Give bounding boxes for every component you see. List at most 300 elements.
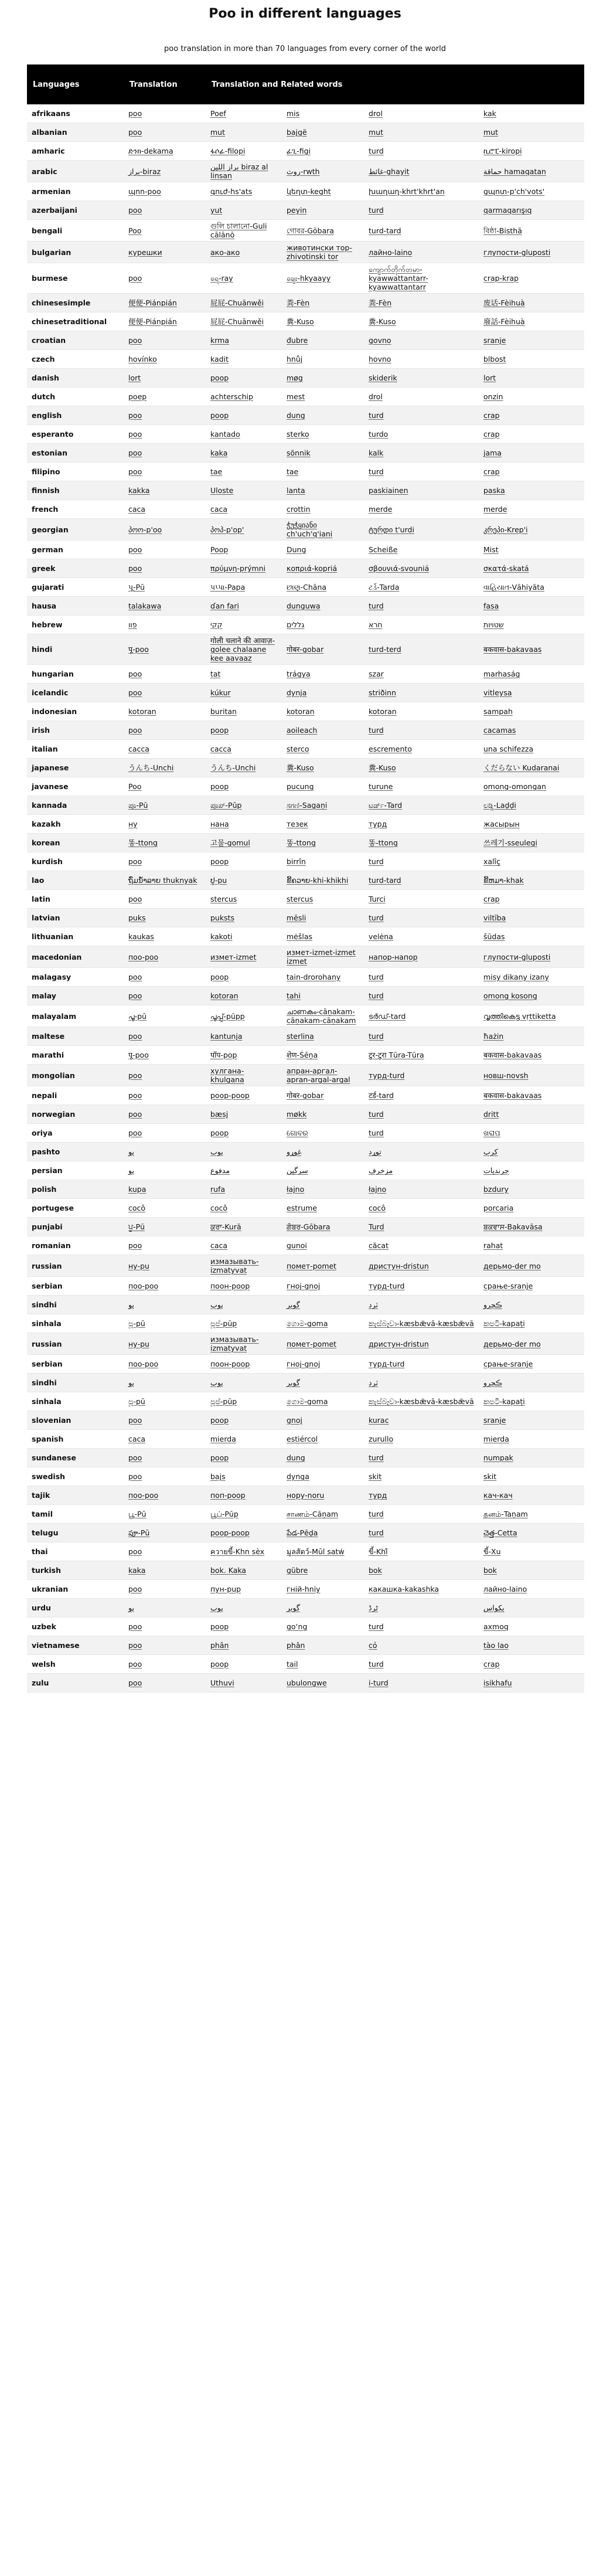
related-word-4[interactable]: crap-krap: [479, 263, 584, 294]
translation[interactable]: kaka: [124, 1561, 206, 1580]
related-word-3[interactable]: ကျောက်တိုက်တမာ-kyawwattantarr-kyawwattantarr: [364, 263, 479, 294]
translation[interactable]: 똥-ttong: [124, 834, 206, 852]
related-word-4[interactable]: વાહિયાત-Vāhiyāta: [479, 578, 584, 597]
related-word-2[interactable]: birrîn: [282, 852, 364, 871]
related-word-3[interactable]: турд-turd: [364, 1277, 479, 1296]
translation[interactable]: poo: [124, 425, 206, 444]
related-word-3[interactable]: szar: [364, 665, 479, 684]
related-word-1[interactable]: измазывать-izmatyvat: [206, 1333, 282, 1355]
related-word-4[interactable]: කපටි-kapaṭi: [479, 1392, 584, 1411]
related-word-2[interactable]: ချေး-hkyaayy: [282, 263, 364, 294]
related-word-4[interactable]: bzdury: [479, 1180, 584, 1199]
translation[interactable]: talakawa: [124, 597, 206, 616]
related-word-2[interactable]: غوړو: [282, 1143, 364, 1161]
related-word-4[interactable]: שטויות: [479, 616, 584, 634]
translation[interactable]: поо-poo: [124, 946, 206, 968]
related-word-1[interactable]: پوپ: [206, 1599, 282, 1617]
related-word-3[interactable]: skiderik: [364, 369, 479, 388]
related-word-2[interactable]: crottin: [282, 500, 364, 519]
translation[interactable]: poo: [124, 1636, 206, 1655]
related-word-1[interactable]: rufa: [206, 1180, 282, 1199]
related-word-2[interactable]: ፊጊ-figi: [282, 142, 364, 161]
related-word-1[interactable]: ፋሶፊ-filopi: [206, 142, 282, 161]
related-word-2[interactable]: kotoran: [282, 702, 364, 721]
related-word-3[interactable]: חרא: [364, 616, 479, 634]
related-word-1[interactable]: קקי: [206, 616, 282, 634]
related-word-2[interactable]: ಸಗಣಿ-Sagaṇi: [282, 796, 364, 815]
related-word-4[interactable]: marhaság: [479, 665, 584, 684]
related-word-1[interactable]: පූප්-pūp: [206, 1314, 282, 1333]
related-word-4[interactable]: sampah: [479, 702, 584, 721]
related-word-4[interactable]: sranje: [479, 331, 584, 350]
translation[interactable]: פוו: [124, 616, 206, 634]
related-word-3[interactable]: කැස්බෑවා-kæsbǣvā-kæsbǣvā: [364, 1392, 479, 1411]
related-word-4[interactable]: बकवास-bakavaas: [479, 1086, 584, 1105]
related-word-3[interactable]: турд: [364, 1486, 479, 1505]
related-word-4[interactable]: کرپ: [479, 1143, 584, 1161]
related-word-2[interactable]: апран-аргал-apran-argal-argal: [282, 1065, 364, 1086]
related-word-3[interactable]: turd: [364, 909, 479, 927]
related-word-3[interactable]: ٽرڊ: [364, 1296, 479, 1314]
translation[interactable]: పూ-Pū: [124, 1524, 206, 1542]
related-word-4[interactable]: ኪሮፒ-kiropi: [479, 142, 584, 161]
related-word-3[interactable]: turd: [364, 463, 479, 481]
translation[interactable]: Poo: [124, 777, 206, 796]
related-word-2[interactable]: trágya: [282, 665, 364, 684]
related-word-1[interactable]: mierda: [206, 1430, 282, 1449]
related-word-1[interactable]: измазывать-izmatyvat: [206, 1255, 282, 1277]
translation[interactable]: پو: [124, 1161, 206, 1180]
related-word-2[interactable]: կեղտ-keght: [282, 182, 364, 201]
related-word-2[interactable]: тезек: [282, 815, 364, 834]
related-word-3[interactable]: turd: [364, 968, 479, 987]
related-word-2[interactable]: estiércol: [282, 1430, 364, 1449]
translation[interactable]: ну-pu: [124, 1333, 206, 1355]
related-word-2[interactable]: гној-gnoj: [282, 1355, 364, 1374]
related-word-3[interactable]: Scheiße: [364, 541, 479, 559]
related-word-4[interactable]: срање-sranje: [479, 1277, 584, 1296]
related-word-2[interactable]: มูลสัตว์-Mūl satw̒: [282, 1542, 364, 1561]
related-word-2[interactable]: tae: [282, 463, 364, 481]
translation[interactable]: poo: [124, 541, 206, 559]
related-word-3[interactable]: paskiainen: [364, 481, 479, 500]
related-word-2[interactable]: mest: [282, 388, 364, 406]
related-word-1[interactable]: poop: [206, 1655, 282, 1674]
translation[interactable]: kakka: [124, 481, 206, 500]
related-word-1[interactable]: 屁屁-Chuānwěi: [206, 294, 282, 312]
related-word-2[interactable]: tain-drorohany: [282, 968, 364, 987]
related-word-2[interactable]: mēsli: [282, 909, 364, 927]
related-word-2[interactable]: peyin: [282, 201, 364, 220]
translation[interactable]: பூ-Pū: [124, 1505, 206, 1524]
related-word-1[interactable]: caca: [206, 1236, 282, 1255]
related-word-3[interactable]: kotoran: [364, 702, 479, 721]
related-word-1[interactable]: нана: [206, 815, 282, 834]
translation[interactable]: poo: [124, 1655, 206, 1674]
related-word-4[interactable]: лайно-laino: [479, 1580, 584, 1599]
related-word-2[interactable]: гној-gnoj: [282, 1277, 364, 1296]
related-word-2[interactable]: tahi: [282, 987, 364, 1005]
translation[interactable]: poo: [124, 1027, 206, 1046]
related-word-4[interactable]: σκατά-skatá: [479, 559, 584, 578]
related-word-3[interactable]: 糞-Kuso: [364, 759, 479, 777]
related-word-4[interactable]: jama: [479, 444, 584, 463]
related-word-2[interactable]: pucung: [282, 777, 364, 796]
related-word-4[interactable]: Mist: [479, 541, 584, 559]
translation[interactable]: poo: [124, 1449, 206, 1467]
related-word-4[interactable]: lort: [479, 369, 584, 388]
related-word-3[interactable]: turd-tard: [364, 220, 479, 242]
related-word-3[interactable]: căcat: [364, 1236, 479, 1255]
related-word-1[interactable]: գուժ-hs'ats: [206, 182, 282, 201]
related-word-3[interactable]: лайно-laino: [364, 242, 479, 263]
related-word-4[interactable]: xalîç: [479, 852, 584, 871]
translation[interactable]: poo: [124, 1236, 206, 1255]
related-word-2[interactable]: đubre: [282, 331, 364, 350]
translation[interactable]: poo: [124, 1467, 206, 1486]
related-word-3[interactable]: 粪-Fèn: [364, 294, 479, 312]
related-word-1[interactable]: пун-pup: [206, 1580, 282, 1599]
translation[interactable]: ну: [124, 815, 206, 834]
related-word-1[interactable]: tat: [206, 665, 282, 684]
related-word-1[interactable]: Uthuvi: [206, 1674, 282, 1693]
related-word-1[interactable]: პოპ-p'op': [206, 519, 282, 541]
translation[interactable]: cocô: [124, 1199, 206, 1218]
related-word-2[interactable]: گوبر: [282, 1374, 364, 1392]
related-word-3[interactable]: escremento: [364, 740, 479, 759]
related-word-3[interactable]: turd: [364, 1655, 479, 1674]
related-word-2[interactable]: gunoi: [282, 1236, 364, 1255]
related-word-4[interactable]: viltība: [479, 909, 584, 927]
related-word-1[interactable]: براز اللين biraz al linsan: [206, 161, 282, 182]
related-word-3[interactable]: turd: [364, 1505, 479, 1524]
translation[interactable]: poo: [124, 263, 206, 294]
related-word-3[interactable]: टुर-टुरा Tūra-Tūra: [364, 1046, 479, 1065]
related-word-4[interactable]: isikhafu: [479, 1674, 584, 1693]
related-word-1[interactable]: cacca: [206, 740, 282, 759]
related-word-2[interactable]: bajgë: [282, 123, 364, 142]
related-word-3[interactable]: ٽرڊ: [364, 1374, 479, 1392]
related-word-4[interactable]: 쓰레기-sseulegi: [479, 834, 584, 852]
related-word-2[interactable]: 粪-Fèn: [282, 294, 364, 312]
related-word-1[interactable]: પપ્પા-Papa: [206, 578, 282, 597]
translation[interactable]: पू-poo: [124, 1046, 206, 1065]
related-word-3[interactable]: дристун-dristun: [364, 1333, 479, 1355]
related-word-4[interactable]: срање-sranje: [479, 1355, 584, 1374]
related-word-1[interactable]: измет-izmet: [206, 946, 282, 968]
related-word-3[interactable]: skit: [364, 1467, 479, 1486]
related-word-4[interactable]: ցպոտ-p'ch'vots': [479, 182, 584, 201]
related-word-4[interactable]: حماقة hamaqatan: [479, 161, 584, 182]
related-word-4[interactable]: qarmaqarışıq: [479, 201, 584, 220]
related-word-2[interactable]: mis: [282, 104, 364, 123]
related-word-3[interactable]: turd: [364, 721, 479, 740]
related-word-1[interactable]: poop: [206, 1449, 282, 1467]
related-word-1[interactable]: cocô: [206, 1199, 282, 1218]
translation[interactable]: поо-poo: [124, 1486, 206, 1505]
related-word-4[interactable]: misy dikany izany: [479, 968, 584, 987]
related-word-2[interactable]: 똥-ttong: [282, 834, 364, 852]
related-word-1[interactable]: مدفوع: [206, 1161, 282, 1180]
related-word-1[interactable]: πρύμνη-prýmni: [206, 559, 282, 578]
related-word-3[interactable]: turd: [364, 1105, 479, 1124]
related-word-1[interactable]: 고물-gomul: [206, 834, 282, 852]
related-word-2[interactable]: سرگین: [282, 1161, 364, 1180]
related-word-4[interactable]: ຂີ້ຫມາ-khak: [479, 871, 584, 890]
related-word-1[interactable]: kakoti: [206, 927, 282, 946]
related-word-3[interactable]: turdo: [364, 425, 479, 444]
related-word-2[interactable]: גללים: [282, 616, 364, 634]
related-word-4[interactable]: numpak: [479, 1449, 584, 1467]
translation[interactable]: poo: [124, 1542, 206, 1561]
translation[interactable]: kotoran: [124, 702, 206, 721]
related-word-4[interactable]: rahat: [479, 1236, 584, 1255]
translation[interactable]: kaukas: [124, 927, 206, 946]
translation[interactable]: Poo: [124, 220, 206, 242]
related-word-3[interactable]: turd: [364, 201, 479, 220]
related-word-1[interactable]: хулгана-khulgana: [206, 1065, 282, 1086]
related-word-1[interactable]: poop: [206, 369, 282, 388]
translation[interactable]: puks: [124, 909, 206, 927]
related-word-3[interactable]: velėna: [364, 927, 479, 946]
related-word-4[interactable]: mut: [479, 123, 584, 142]
translation[interactable]: پو: [124, 1374, 206, 1392]
related-word-2[interactable]: சாணம்-Cāṇam: [282, 1505, 364, 1524]
related-word-1[interactable]: গুলি চালানো-Guli cālānō: [206, 220, 282, 242]
related-word-4[interactable]: porcaria: [479, 1199, 584, 1218]
related-word-1[interactable]: پوپ: [206, 1296, 282, 1314]
related-word-2[interactable]: помет-pomet: [282, 1333, 364, 1355]
related-word-1[interactable]: kantado: [206, 425, 282, 444]
translation[interactable]: ಪೂ-Pū: [124, 796, 206, 815]
related-word-4[interactable]: dritt: [479, 1105, 584, 1124]
related-word-1[interactable]: поп-poop: [206, 1486, 282, 1505]
related-word-2[interactable]: животински тор-zhivotinski tor: [282, 242, 364, 263]
translation[interactable]: പൂ-pū: [124, 1005, 206, 1027]
related-word-1[interactable]: kotoran: [206, 987, 282, 1005]
translation[interactable]: පූ-pū: [124, 1314, 206, 1333]
related-word-2[interactable]: нору-noru: [282, 1486, 364, 1505]
translation[interactable]: ຖົ່ມນໍ້າລາຍ thuknyak: [124, 871, 206, 890]
related-word-2[interactable]: ගොම-goma: [282, 1314, 364, 1333]
related-word-2[interactable]: گوبر: [282, 1296, 364, 1314]
related-word-2[interactable]: روث-rwth: [282, 161, 364, 182]
related-word-3[interactable]: merde: [364, 500, 479, 519]
related-word-3[interactable]: turd: [364, 852, 479, 871]
related-word-4[interactable]: vitleysa: [479, 684, 584, 702]
related-word-1[interactable]: bæsj: [206, 1105, 282, 1124]
related-word-3[interactable]: drol: [364, 104, 479, 123]
related-word-2[interactable]: κοπριά-kopriá: [282, 559, 364, 578]
related-word-3[interactable]: مزخرف: [364, 1161, 479, 1180]
related-word-4[interactable]: くだらない Kudaranai: [479, 759, 584, 777]
related-word-4[interactable]: kak: [479, 104, 584, 123]
related-word-4[interactable]: bok: [479, 1561, 584, 1580]
related-word-1[interactable]: поон-poop: [206, 1277, 282, 1296]
translation[interactable]: poo: [124, 201, 206, 220]
related-word-3[interactable]: turd: [364, 597, 479, 616]
related-word-3[interactable]: කැස්බෑවා-kæsbǣvā-kæsbǣvā: [364, 1314, 479, 1333]
related-word-4[interactable]: ڪچرو: [479, 1296, 584, 1314]
related-word-4[interactable]: ಲಡ್ಡಿ-Laḍḍi: [479, 796, 584, 815]
related-word-2[interactable]: शेण-Śēṇa: [282, 1046, 364, 1065]
related-word-2[interactable]: গোবর-Gōbara: [282, 220, 364, 242]
related-word-2[interactable]: Dung: [282, 541, 364, 559]
translation[interactable]: پو: [124, 1599, 206, 1617]
related-word-4[interactable]: skit: [479, 1467, 584, 1486]
related-word-4[interactable]: 废话-Fèihuà: [479, 294, 584, 312]
related-word-2[interactable]: помет-pomet: [282, 1255, 364, 1277]
related-word-1[interactable]: Uloste: [206, 481, 282, 500]
related-word-4[interactable]: बकवास-bakavaas: [479, 634, 584, 665]
related-word-4[interactable]: blbost: [479, 350, 584, 369]
related-word-3[interactable]: mut: [364, 123, 479, 142]
related-word-1[interactable]: poop: [206, 721, 282, 740]
related-word-1[interactable]: うんち-Unchi: [206, 759, 282, 777]
related-word-2[interactable]: sõnnik: [282, 444, 364, 463]
related-word-4[interactable]: ڪچرو: [479, 1374, 584, 1392]
related-word-2[interactable]: ଗୋବର: [282, 1124, 364, 1143]
related-word-2[interactable]: estrume: [282, 1199, 364, 1218]
related-word-2[interactable]: goʻng: [282, 1617, 364, 1636]
related-word-1[interactable]: ако-ако: [206, 242, 282, 263]
related-word-1[interactable]: پوپ: [206, 1143, 282, 1161]
translation[interactable]: ну-pu: [124, 1255, 206, 1277]
related-word-1[interactable]: poop: [206, 968, 282, 987]
related-word-1[interactable]: Poop: [206, 541, 282, 559]
related-word-3[interactable]: i-turd: [364, 1674, 479, 1693]
related-word-3[interactable]: Turd: [364, 1218, 479, 1236]
related-word-4[interactable]: дерьмо-der mo: [479, 1333, 584, 1355]
translation[interactable]: курешки: [124, 242, 206, 263]
translation[interactable]: poo: [124, 987, 206, 1005]
related-word-4[interactable]: sranje: [479, 1411, 584, 1430]
related-word-4[interactable]: კრეპი-Krep'i: [479, 519, 584, 541]
translation[interactable]: caca: [124, 500, 206, 519]
related-word-1[interactable]: ɗan fari: [206, 597, 282, 616]
related-word-2[interactable]: phân: [282, 1636, 364, 1655]
related-word-3[interactable]: توړد: [364, 1143, 479, 1161]
related-word-3[interactable]: ટર્ડ-Tarda: [364, 578, 479, 597]
related-word-2[interactable]: hnůj: [282, 350, 364, 369]
related-word-1[interactable]: Poef: [206, 104, 282, 123]
related-word-1[interactable]: poop-poop: [206, 1086, 282, 1105]
related-word-1[interactable]: ਕੁਰਾ-Kurā: [206, 1218, 282, 1236]
related-word-3[interactable]: turd: [364, 406, 479, 425]
related-word-3[interactable]: غائط-ghayit: [364, 161, 479, 182]
translation[interactable]: poo: [124, 1411, 206, 1430]
translation[interactable]: poo: [124, 721, 206, 740]
related-word-2[interactable]: измет-izmet-izmet izmet: [282, 946, 364, 968]
related-word-3[interactable]: ٹرڈ: [364, 1599, 479, 1617]
related-word-3[interactable]: zurullo: [364, 1430, 479, 1449]
related-word-1[interactable]: caca: [206, 500, 282, 519]
related-word-1[interactable]: poop: [206, 777, 282, 796]
related-word-1[interactable]: yut: [206, 201, 282, 220]
related-word-2[interactable]: dynga: [282, 1467, 364, 1486]
related-word-2[interactable]: møg: [282, 369, 364, 388]
related-word-1[interactable]: poop-poop: [206, 1524, 282, 1542]
related-word-4[interactable]: глупости-gluposti: [479, 946, 584, 968]
related-word-1[interactable]: ရေ-ray: [206, 263, 282, 294]
related-word-4[interactable]: cacamas: [479, 721, 584, 740]
related-word-2[interactable]: dung: [282, 1449, 364, 1467]
translation[interactable]: poo: [124, 1124, 206, 1143]
translation[interactable]: kupa: [124, 1180, 206, 1199]
related-word-4[interactable]: жасырын: [479, 815, 584, 834]
related-word-1[interactable]: பூப்-Pūp: [206, 1505, 282, 1524]
related-word-3[interactable]: напор-напор: [364, 946, 479, 968]
related-word-4[interactable]: una schifezza: [479, 740, 584, 759]
related-word-4[interactable]: چرندیات: [479, 1161, 584, 1180]
related-word-1[interactable]: poop: [206, 852, 282, 871]
related-word-3[interactable]: टर्ड-tard: [364, 1086, 479, 1105]
related-word-3[interactable]: turd-terd: [364, 634, 479, 665]
related-word-4[interactable]: crap: [479, 890, 584, 909]
related-word-1[interactable]: kadit: [206, 350, 282, 369]
related-word-4[interactable]: merde: [479, 500, 584, 519]
related-word-2[interactable]: ubulongwe: [282, 1674, 364, 1693]
related-word-2[interactable]: છાણ-Chāna: [282, 578, 364, 597]
related-word-4[interactable]: tào lao: [479, 1636, 584, 1655]
related-word-1[interactable]: buritan: [206, 702, 282, 721]
related-word-3[interactable]: ขี้-Khī̂: [364, 1542, 479, 1561]
related-word-1[interactable]: phân: [206, 1636, 282, 1655]
related-word-4[interactable]: новш-novsh: [479, 1065, 584, 1086]
related-word-4[interactable]: fasa: [479, 597, 584, 616]
related-word-4[interactable]: ਬਕਵਾਸ-Bakavāsa: [479, 1218, 584, 1236]
translation[interactable]: poo: [124, 123, 206, 142]
related-word-4[interactable]: omong kosong: [479, 987, 584, 1005]
related-word-4[interactable]: crap: [479, 1655, 584, 1674]
related-word-3[interactable]: дристун-dristun: [364, 1255, 479, 1277]
related-word-2[interactable]: sterlina: [282, 1027, 364, 1046]
related-word-3[interactable]: σβουνιά-svouniá: [364, 559, 479, 578]
related-word-2[interactable]: dung: [282, 406, 364, 425]
related-word-1[interactable]: kaka: [206, 444, 282, 463]
related-word-3[interactable]: turd-tard: [364, 871, 479, 890]
related-word-2[interactable]: tail: [282, 1655, 364, 1674]
related-word-4[interactable]: ଖରାପ: [479, 1124, 584, 1143]
related-word-4[interactable]: дерьмо-der mo: [479, 1255, 584, 1277]
translation[interactable]: poo: [124, 559, 206, 578]
translation[interactable]: पू-poo: [124, 634, 206, 665]
related-word-3[interactable]: турд-turd: [364, 1065, 479, 1086]
related-word-3[interactable]: kurac: [364, 1411, 479, 1430]
related-word-1[interactable]: പൂപ്പ്-pūpp: [206, 1005, 282, 1027]
related-word-1[interactable]: ควายขี้-Khn sèx: [206, 1542, 282, 1561]
related-word-1[interactable]: tae: [206, 463, 282, 481]
translation[interactable]: poo: [124, 444, 206, 463]
translation[interactable]: براز-biraz: [124, 161, 206, 182]
related-word-2[interactable]: गोबर-gobar: [282, 634, 364, 665]
translation[interactable]: ድንክ-dekama: [124, 142, 206, 161]
related-word-4[interactable]: mierda: [479, 1430, 584, 1449]
related-word-2[interactable]: gnoj: [282, 1411, 364, 1430]
related-word-3[interactable]: 똥-ttong: [364, 834, 479, 852]
related-word-2[interactable]: stercus: [282, 890, 364, 909]
related-word-3[interactable]: cỏ: [364, 1636, 479, 1655]
translation[interactable]: poo: [124, 665, 206, 684]
related-word-3[interactable]: łajno: [364, 1180, 479, 1199]
related-word-1[interactable]: bok. Kaka: [206, 1561, 282, 1580]
related-word-4[interactable]: кач-кач: [479, 1486, 584, 1505]
related-word-3[interactable]: govno: [364, 331, 479, 350]
related-word-4[interactable]: crap: [479, 463, 584, 481]
related-word-3[interactable]: турд-turd: [364, 1355, 479, 1374]
related-word-2[interactable]: ჭუჭყიანი ch'uch'q'iani: [282, 519, 364, 541]
related-word-4[interactable]: crap: [479, 406, 584, 425]
